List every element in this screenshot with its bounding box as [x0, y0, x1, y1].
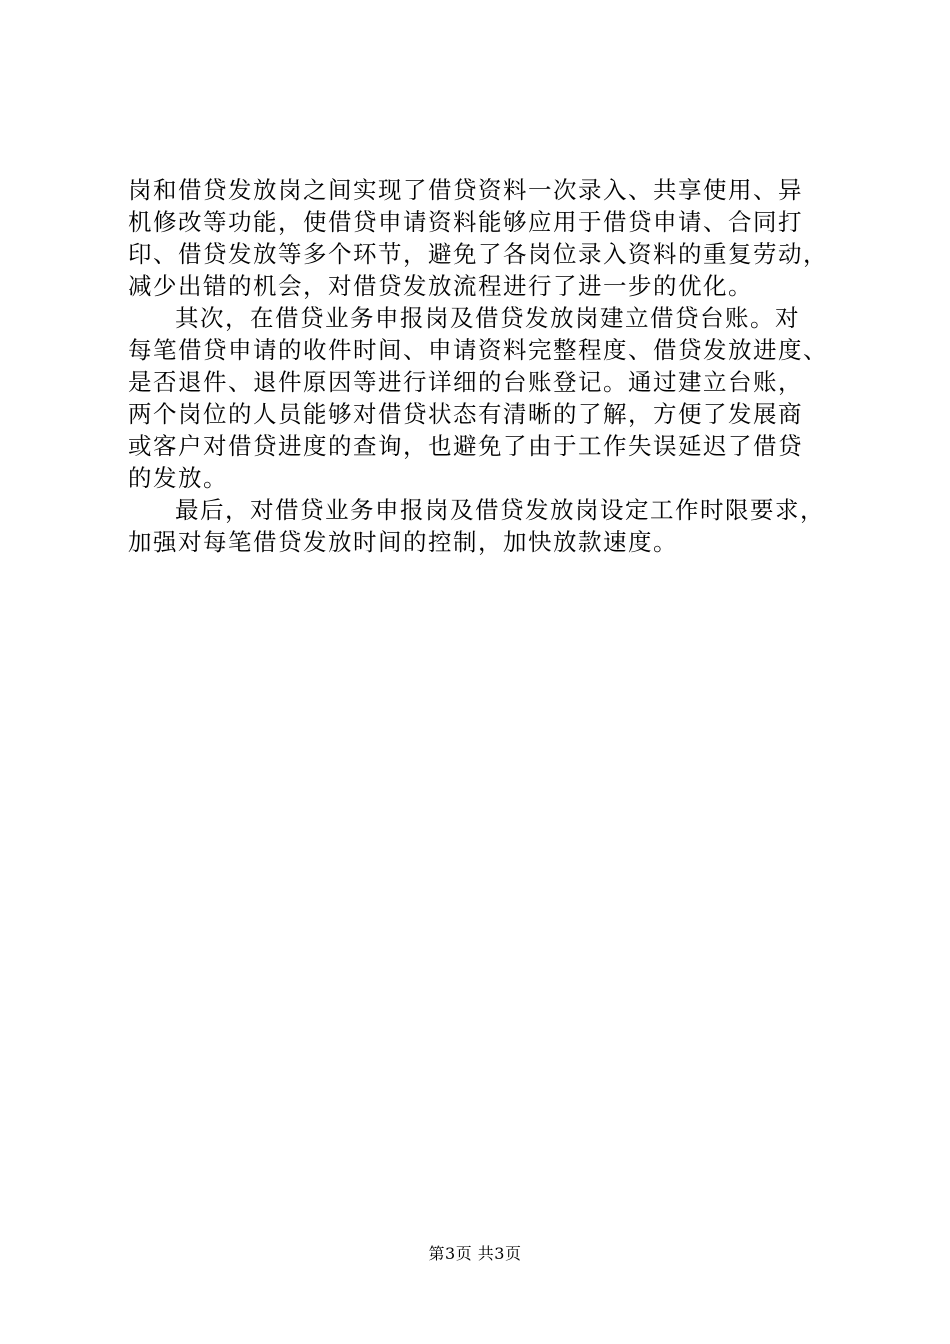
text-line: 每笔借贷申请的收件时间、申请资料完整程度、借贷发放进度、	[128, 336, 828, 364]
page-number-footer: 第3页 共3页	[428, 1244, 522, 1263]
text-line: 减少出错的机会，对借贷发放流程进行了进一步的优化。	[128, 272, 753, 300]
paragraph-first-line: 其次，在借贷业务申报岗及借贷发放岗建立借贷台账。对	[175, 304, 800, 332]
paragraph-first-line: 最后，对借贷业务申报岗及借贷发放岗设定工作时限要求，	[175, 496, 825, 524]
text-line: 加强对每笔借贷发放时间的控制，加快放款速度。	[128, 528, 678, 556]
text-line: 两个岗位的人员能够对借贷状态有清晰的了解，方便了发展商	[128, 400, 803, 428]
document-body	[128, 174, 848, 558]
text-line: 是否退件、退件原因等进行详细的台账登记。通过建立台账，	[128, 368, 803, 396]
text-line: 岗和借贷发放岗之间实现了借贷资料一次录入、共享使用、异	[128, 176, 803, 204]
text-line: 机修改等功能，使借贷申请资料能够应用于借贷申请、合同打	[128, 208, 803, 236]
text-line: 的发放。	[128, 464, 228, 492]
text-line: 或客户对借贷进度的查询，也避免了由于工作失误延迟了借贷	[128, 432, 803, 460]
text-line: 印、借贷发放等多个环节，避免了各岗位录入资料的重复劳动，	[128, 240, 828, 268]
